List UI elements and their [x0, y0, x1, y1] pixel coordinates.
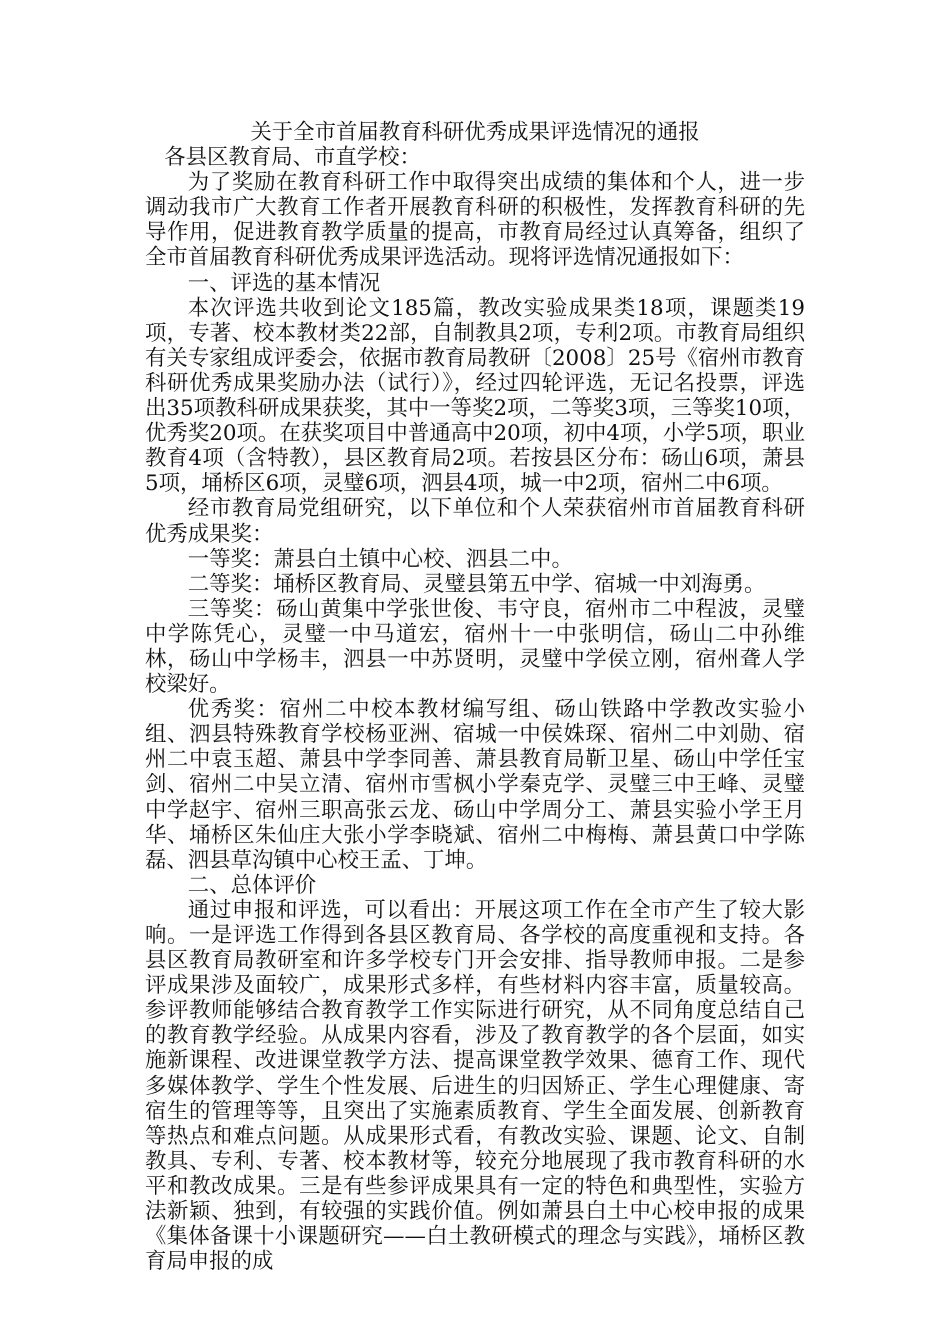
second-prize-paragraph: 二等奖：埇桥区教育局、灵璧县第五中学、宿城一中刘海勇。	[187, 571, 766, 597]
third-prize-paragraph: 三等奖：砀山黄集中学张世俊、韦守良，宿州市二中程波，灵璧中学陈凭心，灵璧一中马道宏，宿州十一中张明信，砀山二中孙维林，砀山中学杨丰，泗县一中苏贤明，灵璧中学侯立刚，宿州聋人学校梁好。	[145, 596, 805, 698]
section-heading-evaluation: 二、总体评价	[187, 872, 317, 898]
section2-paragraph: 通过申报和评选，可以看出：开展这项工作在全市产生了较大影响。一是评选工作得到各县区教育局、各学校的高度重视和支持。各县区教育局教研室和许多学校专门开会安排、指导教师申报。二是参评成果涉及面较广，成果形式多样，有些材料内容丰富，质量较高。参评教师能够结合教育教学工作实际进行研究，从不同角度总结自己的教育教学经验。从成果内容看，涉及了教育教学的各个层面，如实施新课程、改进课堂教学方法、提高课堂教学效果、德育工作、现代多媒体教学、学生个性发展、后进生的归因矫正、学生心理健康、寄宿生的管理等等，且突出了实施素质教育、学生全面发展、创新教育等热点和难点问题。从成果形式看，有教改实验、课题、论文、自制教具、专利、专著、校本教材等，较充分地展现了我市教育科研的水平和教改成果。三是有些参评成果具有一定的特色和典型性，实验方法新颖、独到，有较强的实践价值。例如萧县白土中心校申报的成果《集体备课十小课题研究——白土教研模式的理念与实践》，埇桥区教育局申报的成	[145, 897, 805, 1275]
document-page	[145, 120, 805, 1274]
intro-paragraph: 为了奖励在教育科研工作中取得突出成绩的集体和个人，进一步调动我市广大教育工作者开展教育科研的积极性，发挥教育科研的先导作用，促进教育教学质量的提高，市教育局经过认真筹备，组织了全市首届教育科研优秀成果评选活动。现将评选情况通报如下：	[145, 170, 805, 271]
document-salutation: 各县区教育局、市直学校：	[164, 145, 421, 171]
document-title: 关于全市首届教育科研优秀成果评选情况的通报	[250, 120, 700, 145]
first-prize-paragraph: 一等奖：萧县白土镇中心校、泗县二中。	[187, 546, 573, 572]
section1-paragraph: 本次评选共收到论文185篇，教改实验成果类18项，课题类19项，专著、校本教材类22部，自制教具2项，专利2项。市教育局组织有关专家组成评委会，依据市教育局教研〔2008〕25号《宿州市教育科研优秀成果奖励办法（试行）》，经过四轮评选，无记名投票，评选出35项教科研成果获奖，其中一等奖2项，二等奖3项，三等奖10项，优秀奖20项。在获奖项目中普通高中20项，初中4项，小学5项，职业教育4项（含特教），县区教育局2项。若按县区分布：砀山6项，萧县5项，埇桥区6项，灵璧6项，泗县4项，城一中2项，宿州二中6项。	[145, 295, 805, 497]
excellence-prize-paragraph: 优秀奖：宿州二中校本教材编写组、砀山铁路中学教改实验小组、泗县特殊教育学校杨亚洲、宿城一中侯姝琛、宿州二中刘勋、宿州二中袁玉超、萧县中学李同善、萧县教育局靳卫星、砀山中学任宝剑、宿州二中吴立清、宿州市雪枫小学秦克学、灵璧三中王峰、灵璧中学赵宇、宿州三职高张云龙、砀山中学周分工、萧县实验小学王月华、埇桥区朱仙庄大张小学李晓斌、宿州二中梅梅、萧县黄口中学陈磊、泗县草沟镇中心校王孟、丁坤。	[145, 697, 805, 873]
section-heading-basic: 一、评选的基本情况	[187, 270, 381, 296]
section1-paragraph: 经市教育局党组研究，以下单位和个人荣获宿州市首届教育科研优秀成果奖：	[145, 496, 805, 547]
